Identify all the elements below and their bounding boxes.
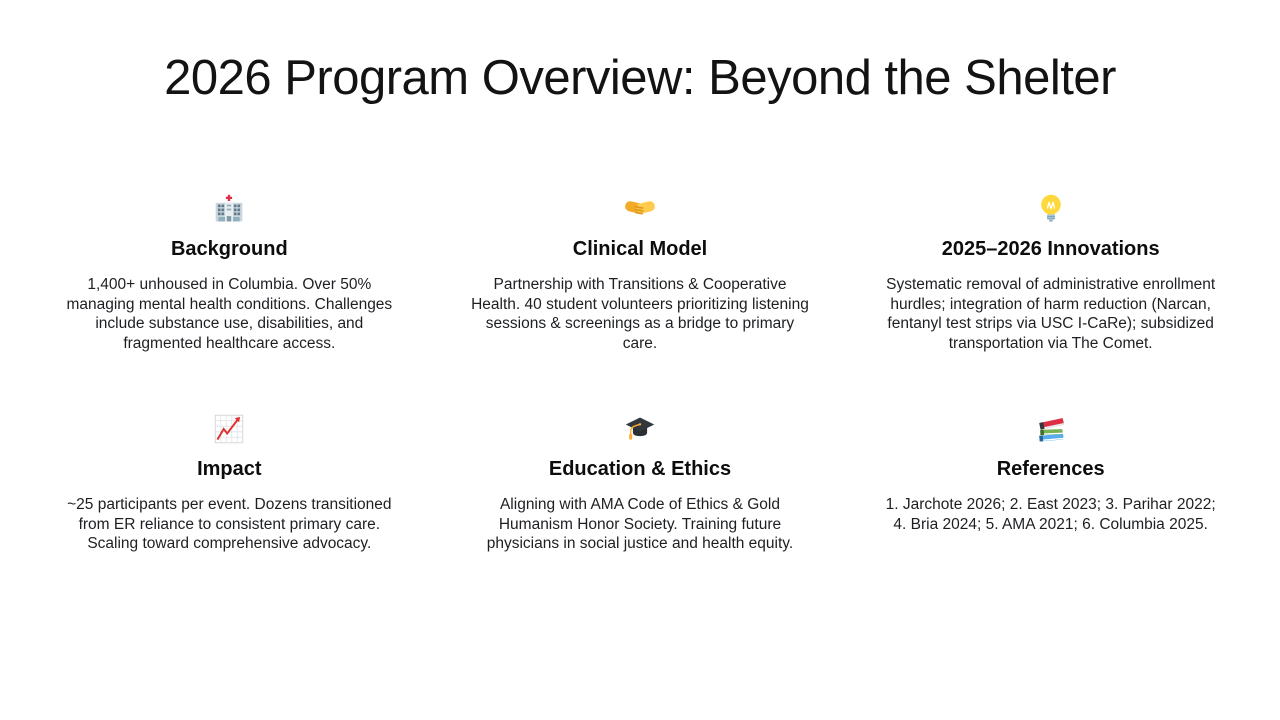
card-body: Aligning with AMA Code of Ethics & Gold Humanism Honor Society. Training future physicians in social justice and health equity. (486, 496, 794, 552)
card-heading: References (996, 458, 1105, 480)
card-innovations (845, 193, 1256, 353)
cards-grid (24, 193, 1256, 554)
handshake-icon (624, 193, 656, 227)
card-body: 1,400+ unhoused in Columbia. Over 50% managing mental health conditions. Challenges include substance use, disabilities, and fragmented healthcare access. (66, 276, 393, 352)
card-heading: 2025–2026 Innovations (941, 238, 1160, 260)
card-body: Systematic removal of administrative enrollment hurdles; integration of harm reduction (Narcan, fentanyl test strips via USC I-CaRe); subsidized transportation via The Comet. (886, 276, 1216, 352)
card-heading: Clinical Model (572, 238, 708, 260)
books-icon (1035, 413, 1067, 447)
card-heading: Background (170, 238, 288, 260)
hospital-icon (213, 193, 245, 227)
card-body: Partnership with Transitions & Cooperative Health. 40 student volunteers prioritizing listening sessions & screenings as a bridge to primary care. (471, 276, 809, 352)
lightbulb-icon (1035, 193, 1067, 227)
card-background (24, 193, 435, 353)
card-heading: Education & Ethics (548, 458, 732, 480)
card-body: 1. Jarchote 2026; 2. East 2023; 3. Parihar 2022; 4. Bria 2024; 5. AMA 2021; 6. Columbia 2025. (885, 496, 1216, 533)
page-title: 2026 Program Overview: Beyond the Shelter (164, 51, 1116, 105)
chart-increasing-icon (213, 413, 245, 447)
card-heading: Impact (197, 458, 262, 480)
graduation-cap-icon (624, 413, 656, 447)
card-clinical-model (435, 193, 846, 353)
card-impact (24, 413, 435, 554)
card-body: ~25 participants per event. Dozens transitioned from ER reliance to consistent primary care. Scaling toward comprehensive advocacy. (67, 496, 392, 552)
card-education-ethics (435, 413, 846, 554)
card-references (845, 413, 1256, 554)
